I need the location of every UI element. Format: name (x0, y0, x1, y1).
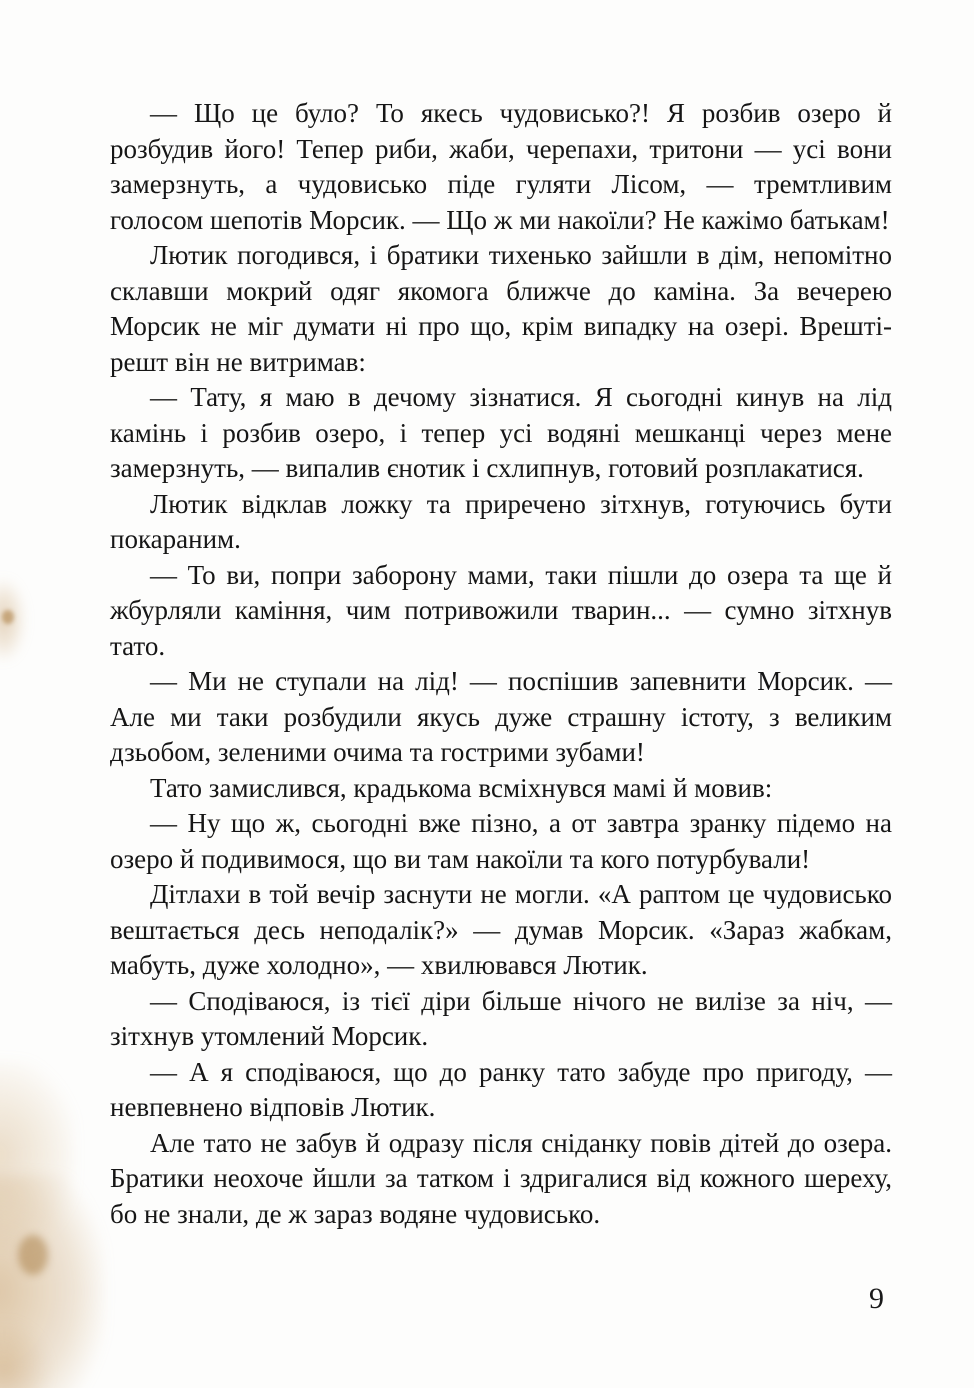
watercolor-stain-bottom (0, 1175, 105, 1388)
watercolor-stain-middle (0, 1060, 75, 1250)
paragraph: Тато замислився, крадькома всміхнувся мамі й мовив: (150, 772, 773, 803)
paragraph: Лютик відклав ложку та приречено зітхнув, готуючись бути покараним. (110, 488, 892, 554)
paragraph: — Що це було? То якесь чудовисько?! Я розбив озеро й розбудив його! Тепер риби, жаби, черепахи, тритони — усі вони замерзнуть, а чудовисько піде гуляти Лісом, — тремтливим голосом шепотів Морсик. — Що ж ми накоїли? Не кажімо батькам! (110, 98, 892, 235)
paragraph: Але тато не забув й одразу після сніданку повів дітей до озера. Братики неохоче йшли за татком і здригалися від кожного шереху, бо не знали, де ж зараз водяне чудовисько. (110, 1127, 892, 1229)
text-block (110, 96, 892, 1232)
watercolor-stain-top (0, 580, 24, 660)
watercolor-speck-top (2, 610, 14, 624)
paragraph: — Тату, я маю в дечому зізнатися. Я сьогодні кинув на лід камінь і розбив озеро, і тепер усі водяні мешканці через мене замерзнуть, — випалив єнотик і схлипнув, готовий розплакатися. (110, 382, 892, 483)
paragraph: Дітлахи в той вечір заснути не могли. «А раптом це чудовисько вештається десь неподалік?» — думав Морсик. «Зараз жабкам, мабуть, дуже холодно», — хвилювався Лютик. (110, 879, 892, 980)
paragraph: Лютик погодився, і братики тихенько зайшли в дім, непомітно склавши мокрий одяг якомога ближче до каміна. За вечерею Морсик не міг думати ні про що, крім випадку на озері. Врешті-решт він не витримав: (110, 240, 892, 377)
paragraph: — То ви, попри заборону мами, таки пішли до озера та ще й жбурляли каміння, чим потривожили тварин... — сумно зітхнув тато. (110, 559, 892, 661)
watercolor-speck-bottom (18, 1235, 48, 1275)
paragraph: — Сподіваюся, із тієї діри більше нічого не вилізе за ніч, — зітхнув утомлений Морсик. (110, 985, 892, 1051)
paragraph: — Ну що ж, сьогодні вже пізно, а от завтра зранку підемо на озеро й подивимося, що ви там накоїли та кого потурбували! (110, 808, 892, 874)
paragraph: — Ми не ступали на лід! — поспішив запевнити Морсик. — Але ми таки розбудили якусь дуже страшну істоту, з великим дзьобом, зеленими очима та гострими зубами! (110, 666, 892, 767)
watercolor-stain-bottom-edge (0, 1320, 50, 1388)
paragraph: — А я сподіваюся, що до ранку тато забуде про пригоду, — невпевнено відповів Лютик. (110, 1056, 892, 1122)
page-number: 9 (869, 1282, 884, 1315)
